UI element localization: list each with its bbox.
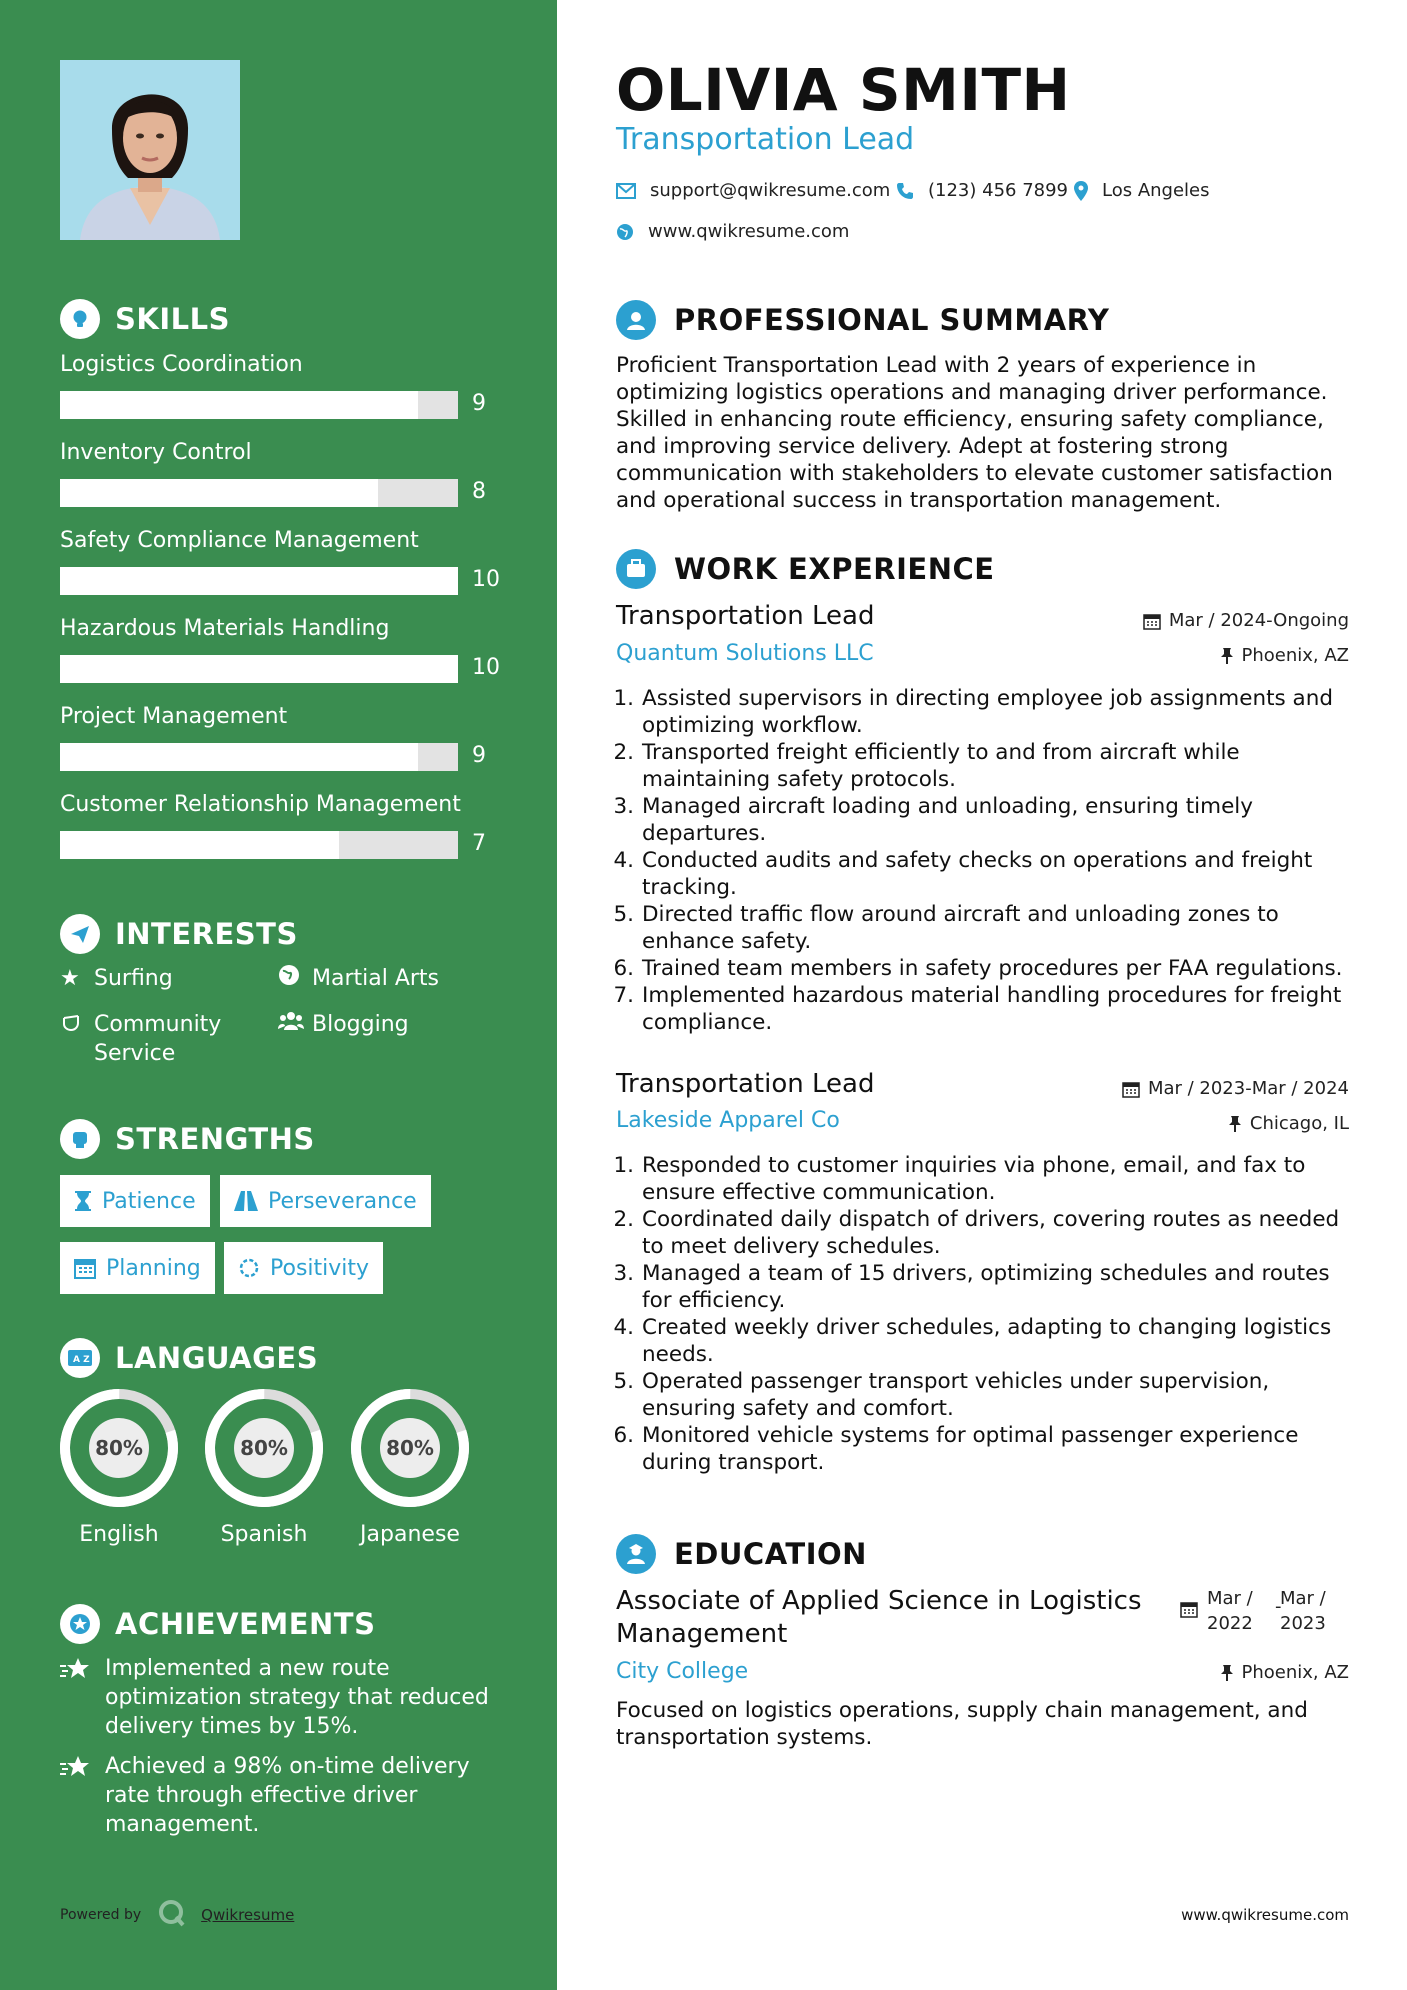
strength-tag	[220, 1175, 431, 1227]
language-percent: 80%	[95, 1436, 143, 1460]
duty-number: 5.	[613, 902, 634, 927]
hourglass-icon	[74, 1190, 92, 1212]
duty-text: Managed aircraft loading and unloading, ensuring timely departures.	[642, 794, 1253, 846]
duty-number: 5.	[613, 1369, 634, 1394]
job-dates-text: Mar / 2024-Ongoing	[1168, 610, 1349, 631]
job-location-text: Chicago, IL	[1249, 1113, 1349, 1134]
duty-number: 3.	[613, 794, 634, 819]
language-ring	[57, 1386, 181, 1514]
skill-name: Safety Compliance Management	[60, 528, 419, 553]
duty-number: 2.	[613, 740, 634, 765]
job-company: Lakeside Apparel Co	[616, 1108, 840, 1133]
users-icon	[278, 1010, 312, 1040]
interest-label: Surfing	[94, 966, 173, 991]
strength-tag	[224, 1242, 383, 1294]
svg-text:A Z: A Z	[73, 1355, 90, 1365]
email-text[interactable]: support@qwikresume.com	[650, 180, 891, 201]
duty-text: Trained team members in safety procedures per FAA regulations.	[642, 956, 1343, 981]
candidate-name: OLIVIA SMITH	[616, 56, 1071, 124]
strength-tag	[60, 1175, 210, 1227]
duty-number: 1.	[613, 686, 634, 711]
achievement-text: Implemented a new route optimization strategy that reduced delivery times by 15%.	[105, 1656, 489, 1739]
duty-text: Implemented hazardous material handling procedures for freight compliance.	[642, 983, 1342, 1035]
duty-text: Coordinated daily dispatch of drivers, covering routes as needed to meet delivery schedules.	[642, 1207, 1340, 1259]
summary-title: PROFESSIONAL SUMMARY	[674, 303, 1110, 337]
globe-icon	[278, 964, 312, 994]
language-percent: 80%	[386, 1436, 434, 1460]
interests-heading	[60, 914, 298, 954]
duty-item	[610, 955, 1355, 982]
contact-phone	[896, 180, 1068, 201]
calendar-icon	[1143, 612, 1161, 630]
education-description: Focused on logistics operations, supply chain management, and transportation systems.	[616, 1698, 1308, 1750]
language-ring	[348, 1386, 472, 1514]
duty-number: 7.	[613, 983, 634, 1008]
duty-text: Monitored vehicle systems for optimal passenger experience during transport.	[642, 1423, 1299, 1475]
duty-item	[610, 1314, 1355, 1368]
skill-name: Project Management	[60, 704, 288, 729]
skill-bar	[60, 743, 458, 771]
road-icon	[234, 1191, 258, 1211]
strength-tag	[60, 1242, 215, 1294]
duty-text: Created weekly driver schedules, adapting to changing logistics needs.	[642, 1315, 1332, 1367]
summary-heading	[616, 300, 1109, 340]
skill-level: 9	[472, 743, 486, 768]
skill-bar-fill	[60, 743, 418, 771]
language-ring	[202, 1386, 326, 1514]
languages-title: LANGUAGES	[115, 1341, 319, 1375]
job-title: Transportation Lead	[616, 601, 875, 631]
education-location-text: Phoenix, AZ	[1241, 1662, 1349, 1683]
end-year: 2023	[1280, 1613, 1326, 1634]
languages-heading	[60, 1338, 318, 1378]
graduate-icon	[616, 1534, 656, 1574]
fist-icon	[60, 1119, 100, 1159]
pushpin-icon	[1228, 1115, 1242, 1133]
summary-text: Proficient Transportation Lead with 2 years of experience in optimizing logistics operations and managing driver performance. Skilled in enhancing route efficiency, ensuring safety compliance, and improving service delivery. Adept at fostering strong communication with stakeholders to elevate customer satisfaction and operational success in transportation management.	[616, 353, 1333, 513]
job-dates	[1143, 610, 1349, 631]
skill-bar	[60, 391, 458, 419]
achievement-text: Achieved a 98% on-time delivery rate through effective driver management.	[105, 1754, 470, 1837]
paper-plane-icon	[60, 914, 100, 954]
skill-bar-fill	[60, 655, 458, 683]
job-duties	[610, 1152, 1355, 1476]
duty-number: 3.	[613, 1261, 634, 1286]
map-pin-icon	[1074, 181, 1088, 201]
interest-item	[60, 964, 173, 993]
duty-item	[610, 1206, 1355, 1260]
skill-level: 7	[472, 831, 486, 856]
duty-item	[610, 1422, 1355, 1476]
interest-item	[278, 1010, 409, 1040]
duty-number: 1.	[613, 1153, 634, 1178]
skill-name: Hazardous Materials Handling	[60, 616, 390, 641]
calendar-icon	[74, 1257, 96, 1279]
skills-heading	[60, 299, 230, 339]
pushpin-icon	[1220, 647, 1234, 665]
job-company: Quantum Solutions LLC	[616, 641, 874, 666]
experience-title: WORK EXPERIENCE	[674, 552, 995, 586]
user-icon	[616, 300, 656, 340]
lightbulb-icon	[60, 299, 100, 339]
duty-item	[610, 982, 1355, 1036]
contact-email	[616, 180, 890, 201]
website-text[interactable]: www.qwikresume.com	[648, 221, 850, 242]
powered-by	[60, 1898, 294, 1932]
profile-photo	[60, 60, 240, 240]
duty-text: Operated passenger transport vehicles under supervision, ensuring safety and comfort.	[642, 1369, 1270, 1421]
job-location-text: Phoenix, AZ	[1241, 645, 1349, 666]
duty-item	[610, 685, 1355, 739]
school-name: City College	[616, 1659, 749, 1684]
language-percent: 80%	[240, 1436, 288, 1460]
skill-bar	[60, 567, 458, 595]
start-month: Mar /	[1207, 1588, 1253, 1609]
contact-website	[616, 221, 849, 242]
achievements-title: ACHIEVEMENTS	[115, 1607, 376, 1641]
duty-text: Responded to customer inquiries via phone, email, and fax to ensure effective communication.	[642, 1153, 1306, 1205]
duty-item	[610, 1368, 1355, 1422]
strength-label: Planning	[106, 1255, 201, 1281]
powered-label: Powered by	[60, 1907, 142, 1923]
skills-title: SKILLS	[115, 302, 230, 336]
skill-bar-fill	[60, 831, 339, 859]
skill-level: 10	[472, 655, 500, 680]
duty-item	[610, 847, 1355, 901]
skill-level: 9	[472, 391, 486, 416]
duty-text: Conducted audits and safety checks on operations and freight tracking.	[642, 848, 1313, 900]
shooting-star-icon	[60, 1752, 105, 1839]
date-separator: -	[1275, 1596, 1282, 1617]
skill-bar-fill	[60, 479, 378, 507]
contact-location	[1074, 180, 1210, 201]
education-title: EDUCATION	[674, 1537, 867, 1571]
envelope-icon	[616, 183, 636, 199]
strength-label: Positivity	[270, 1255, 370, 1281]
skill-bar	[60, 655, 458, 683]
duty-number: 2.	[613, 1207, 634, 1232]
footer-url[interactable]: www.qwikresume.com	[1181, 1906, 1349, 1924]
duty-number: 4.	[613, 1315, 634, 1340]
start-year: 2022	[1207, 1613, 1253, 1634]
strength-label: Perseverance	[268, 1188, 417, 1214]
star-badge-icon	[60, 1604, 100, 1644]
degree-title: Associate of Applied Science in Logistics Management	[616, 1586, 1142, 1649]
language-name: Spanish	[220, 1522, 308, 1547]
skill-name: Inventory Control	[60, 440, 252, 465]
skill-level: 8	[472, 479, 486, 504]
education-end-date	[1280, 1586, 1326, 1636]
duty-item	[610, 739, 1355, 793]
duty-item	[610, 1152, 1355, 1206]
duty-number: 6.	[613, 956, 634, 981]
duty-item	[610, 901, 1355, 955]
duty-number: 4.	[613, 848, 634, 873]
skill-name: Logistics Coordination	[60, 352, 303, 377]
skill-bar-fill	[60, 391, 418, 419]
strengths-title: STRENGTHS	[115, 1122, 315, 1156]
qwikresume-link[interactable]: Qwikresume	[201, 1906, 295, 1924]
qwikresume-logo-icon	[157, 1898, 187, 1932]
job-duties	[610, 685, 1355, 1036]
language-name: Japanese	[360, 1522, 460, 1547]
skill-bar	[60, 479, 458, 507]
job-dates-text: Mar / 2023-Mar / 2024	[1147, 1078, 1349, 1099]
achievement-item	[60, 1654, 500, 1741]
job-dates	[1122, 1078, 1349, 1099]
location-text: Los Angeles	[1102, 180, 1210, 201]
duty-item	[610, 1260, 1355, 1314]
end-month: Mar /	[1280, 1588, 1326, 1609]
interest-label: Blogging	[312, 1012, 409, 1037]
language-icon	[60, 1338, 100, 1378]
experience-heading	[616, 549, 995, 589]
interest-item	[278, 964, 439, 994]
skill-level: 10	[472, 567, 500, 592]
interests-title: INTERESTS	[115, 917, 298, 951]
spinner-icon	[238, 1257, 260, 1279]
job-title: Transportation Lead	[616, 1069, 875, 1099]
duty-text: Transported freight efficiently to and from aircraft while maintaining safety protocols.	[642, 740, 1240, 792]
skill-bar-fill	[60, 567, 458, 595]
calendar-icon	[1122, 1080, 1140, 1098]
skill-bar	[60, 831, 458, 859]
job-location	[1228, 1113, 1349, 1134]
interest-item	[60, 1010, 260, 1068]
job-location	[1220, 645, 1350, 666]
briefcase-icon	[616, 549, 656, 589]
phone-icon	[896, 182, 914, 200]
interest-label: Community Service	[94, 1012, 222, 1066]
education-calendar-icon	[1180, 1600, 1198, 1622]
skill-name: Customer Relationship Management	[60, 792, 461, 817]
sidebar	[0, 0, 557, 1990]
strength-label: Patience	[102, 1188, 196, 1214]
education-location	[1220, 1662, 1350, 1683]
language-name: English	[79, 1522, 159, 1547]
interest-label: Martial Arts	[312, 966, 440, 991]
hand-icon	[60, 1010, 94, 1040]
education-start-date	[1207, 1586, 1253, 1636]
candidate-role: Transportation Lead	[616, 122, 915, 157]
shooting-star-icon	[60, 1654, 105, 1741]
duty-text: Assisted supervisors in directing employee job assignments and optimizing workflow.	[642, 686, 1333, 738]
globe-icon	[616, 223, 634, 241]
education-heading	[616, 1534, 867, 1574]
star-icon: ★	[60, 966, 80, 991]
phone-text: (123) 456 7899	[928, 180, 1069, 201]
duty-text: Directed traffic flow around aircraft and unloading zones to enhance safety.	[642, 902, 1279, 954]
achievement-item	[60, 1752, 500, 1839]
duty-item	[610, 793, 1355, 847]
duty-text: Managed a team of 15 drivers, optimizing schedules and routes for efficiency.	[642, 1261, 1330, 1313]
pushpin-icon	[1220, 1664, 1234, 1682]
achievements-heading	[60, 1604, 375, 1644]
strengths-heading	[60, 1119, 315, 1159]
duty-number: 6.	[613, 1423, 634, 1448]
